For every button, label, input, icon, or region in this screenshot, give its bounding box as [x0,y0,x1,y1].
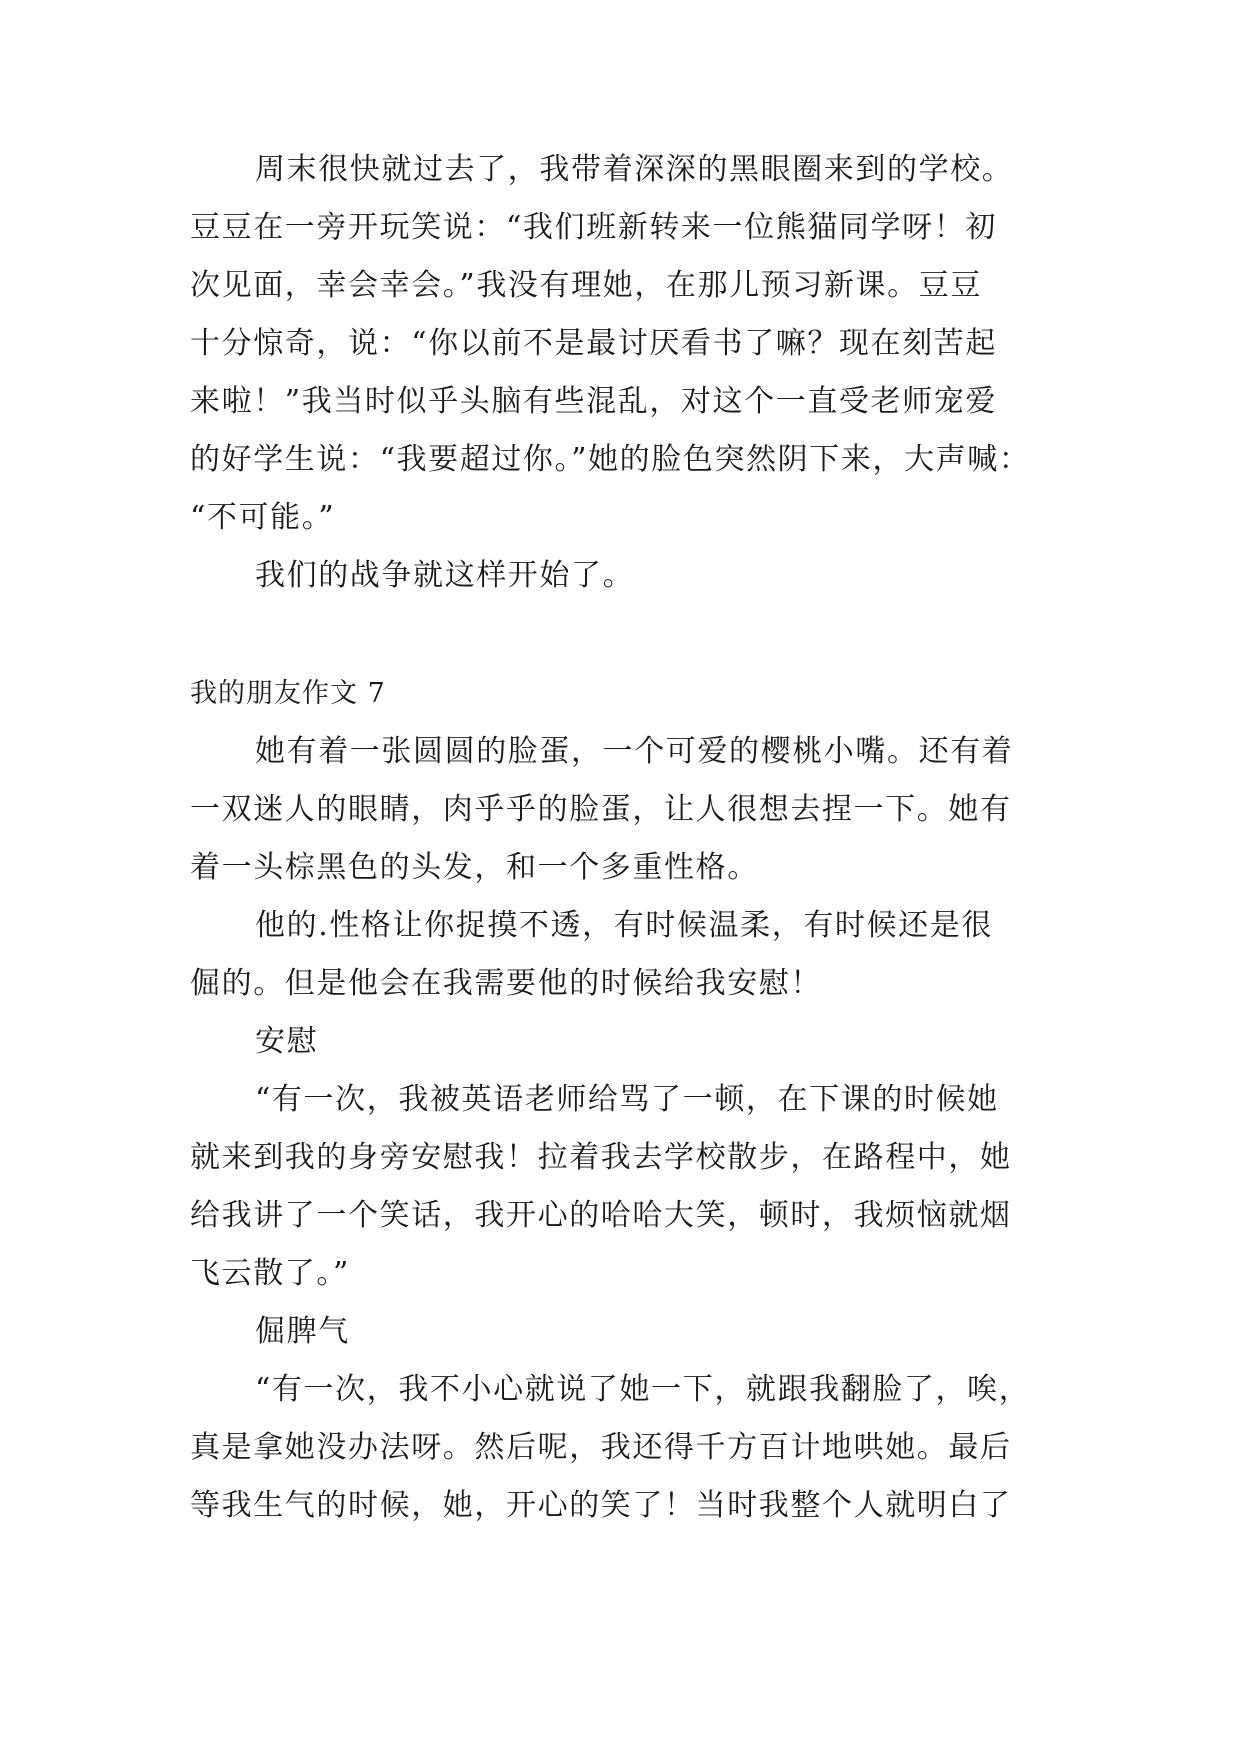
text-line: 等我生气的时候，她，开心的笑了！当时我整个人就明白了 [190,1488,1012,1523]
text-line: 一双迷人的眼睛，肉乎乎的脸蛋，让人很想去捏一下。她有 [190,792,1012,827]
text-line: 飞云散了。” [190,1256,350,1291]
text-line: 她有着一张圆圆的脸蛋，一个可爱的樱桃小嘴。还有着 [255,734,1014,769]
text-line: 次见面，幸会幸会。”我没有理她，在那儿预习新课。豆豆 [190,268,982,303]
text-line: “不可能。” [190,500,336,535]
text-line: 就来到我的身旁安慰我！拉着我去学校散步，在路程中，她 [190,1140,1012,1175]
text-line: 我们的战争就这样开始了。 [255,558,635,593]
text-line: 着一头棕黑色的头发，和一个多重性格。 [190,850,759,885]
text-line: 给我讲了一个笑话，我开心的哈哈大笑，顿时，我烦恼就烟 [190,1198,1012,1233]
text-line: 来啦！”我当时似乎头脑有些混乱，对这个一直受老师宠爱 [190,384,997,419]
text-line: 十分惊奇，说：“你以前不是最讨厌看书了嘛？现在刻苦起 [190,326,997,361]
text-line: “有一次，我不小心就说了她一下，就跟我翻脸了，唉， [255,1372,1031,1407]
subheading: 安慰 [255,1024,319,1059]
text-line: 倔的。但是他会在我需要他的时候给我安慰！ [190,966,822,1001]
text-line: 的好学生说：“我要超过你。”她的脸色突然阴下来，大声喊： [190,442,1031,477]
subheading: 倔脾气 [255,1314,350,1349]
text-line: “有一次，我被英语老师给骂了一顿，在下课的时候她 [255,1082,999,1117]
text-line: 周末很快就过去了，我带着深深的黑眼圈来到的学校。 [255,152,1014,187]
text-line: 他的.性格让你捉摸不透，有时候温柔，有时候还是很 [255,908,993,943]
section-heading: 我的朋友作文 7 [190,678,386,709]
text-line: 豆豆在一旁开玩笑说：“我们班新转来一位熊猫同学呀！初 [190,210,997,245]
text-line: 真是拿她没办法呀。然后呢，我还得千方百计地哄她。最后 [190,1430,1012,1465]
